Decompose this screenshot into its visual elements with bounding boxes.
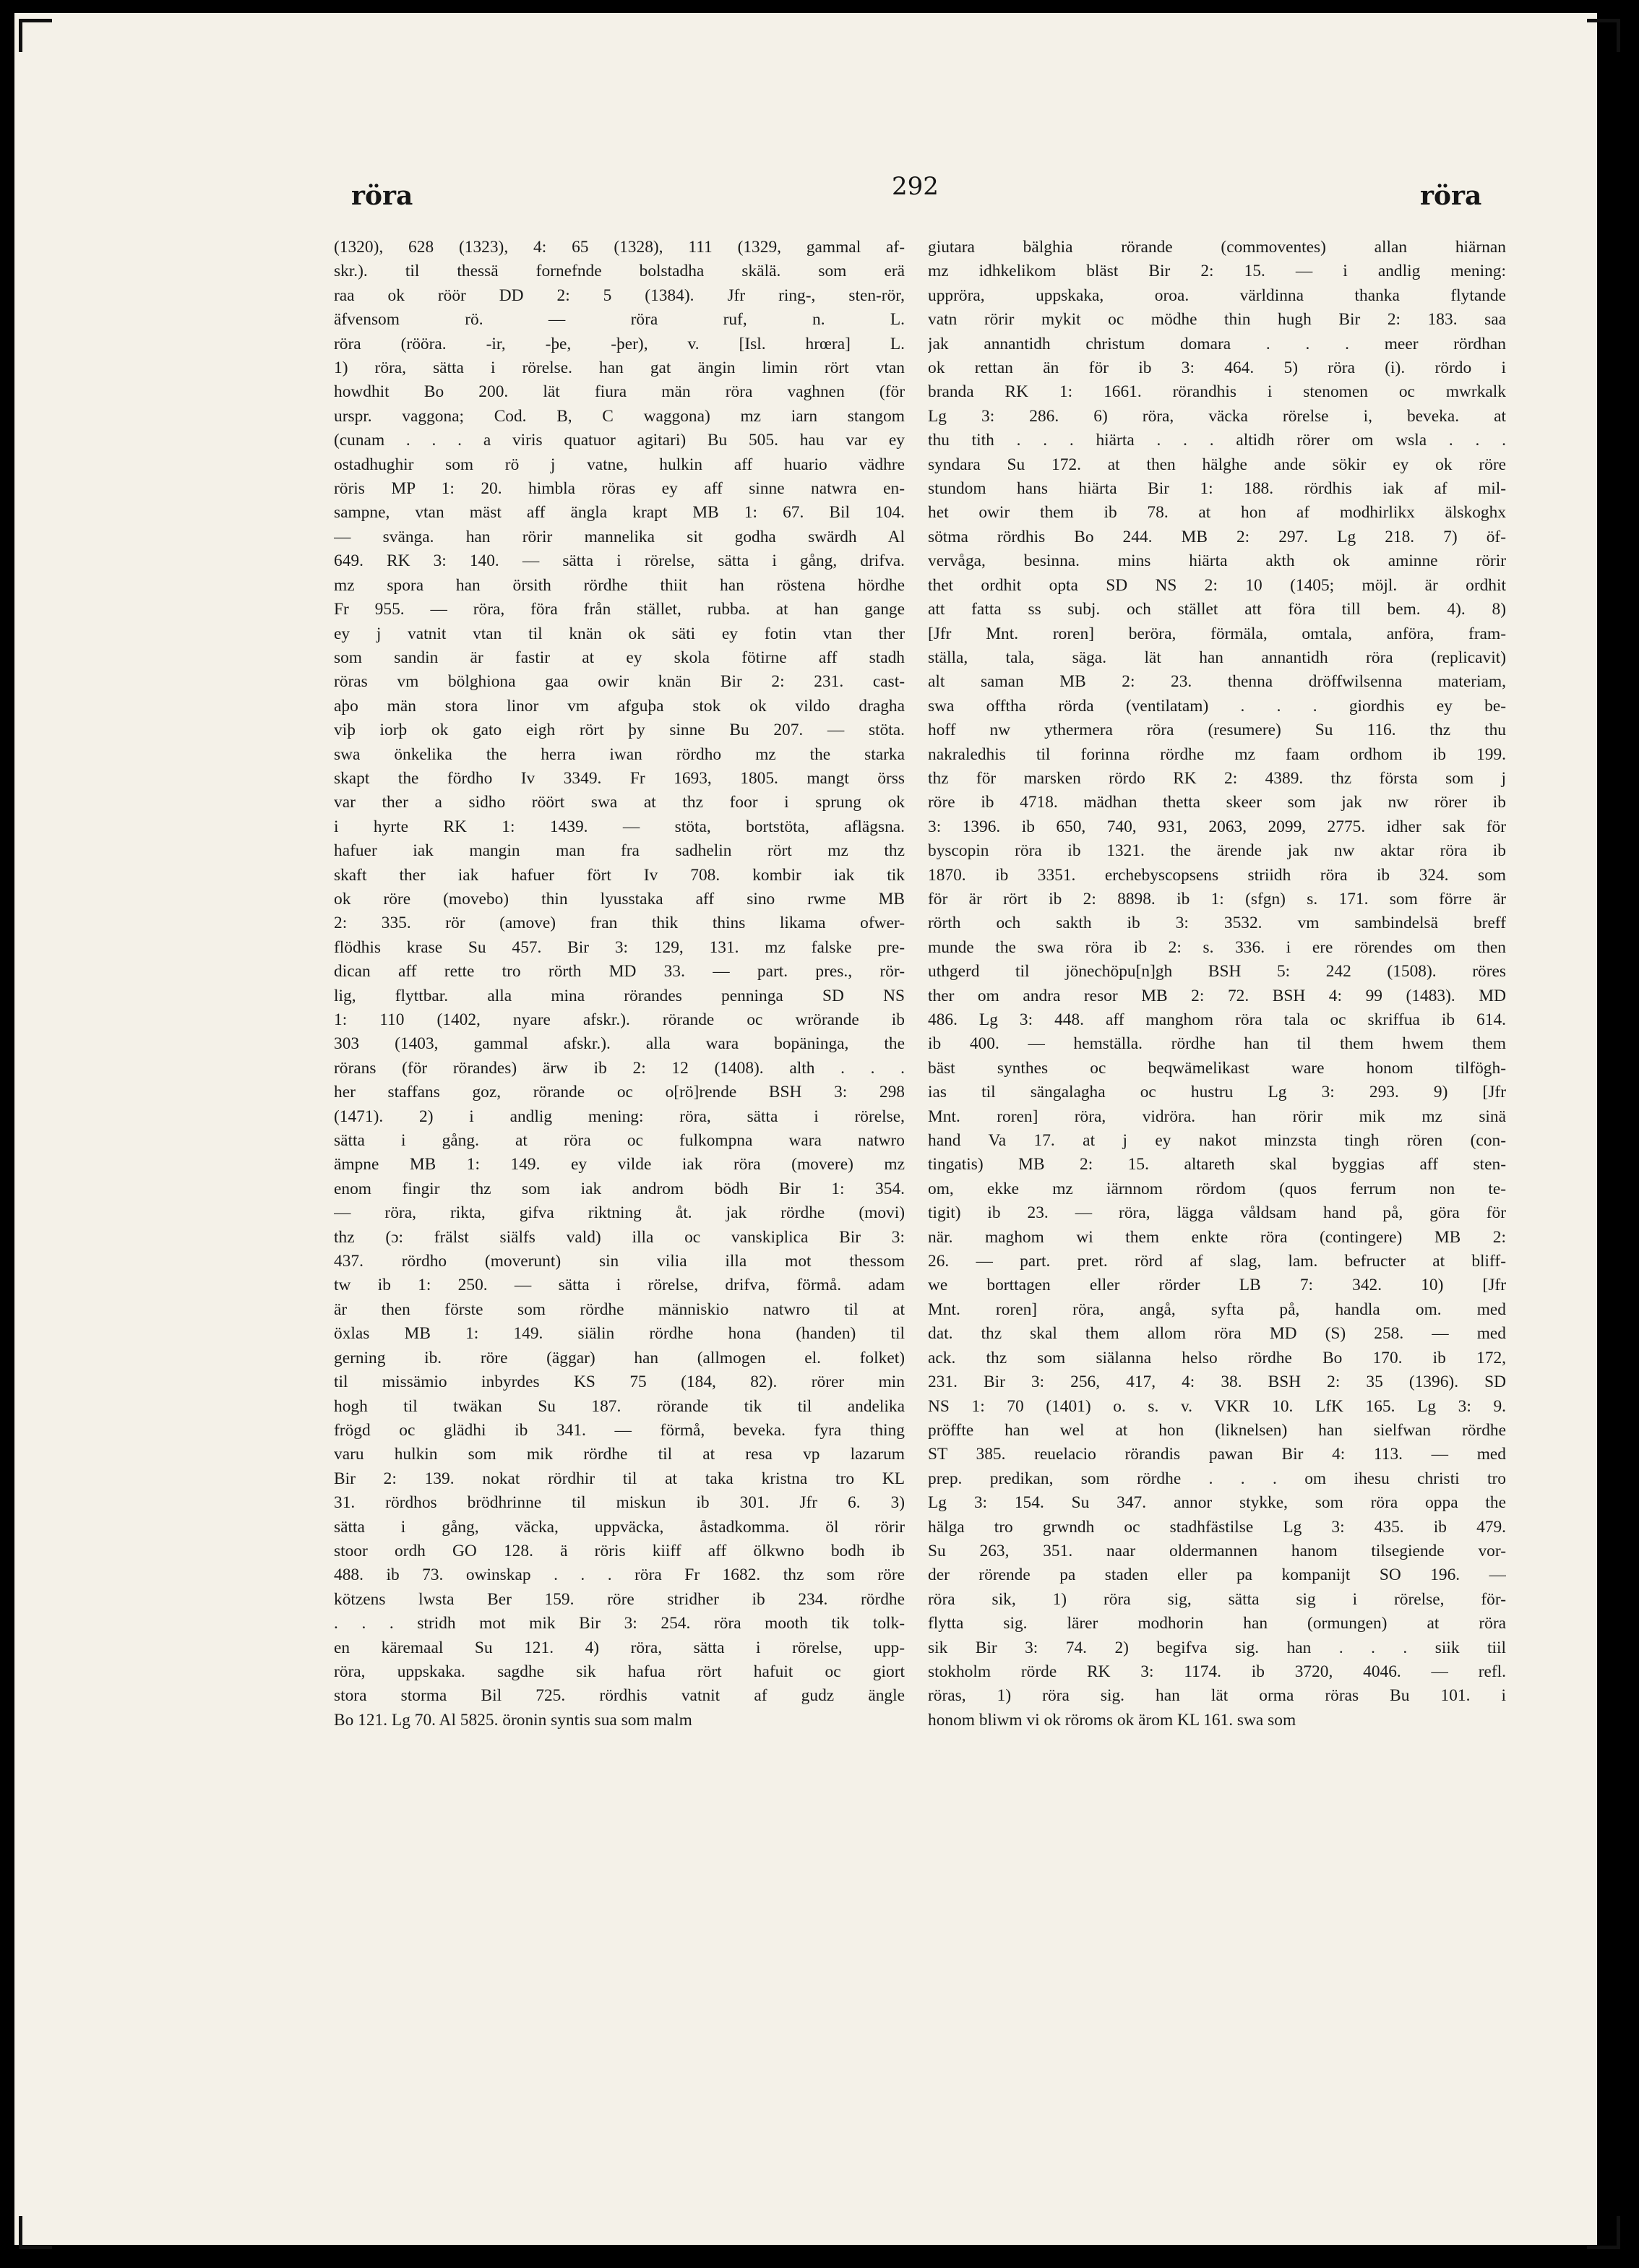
right-column-line: munde the swa röra ib 2: s. 336. i ere rörendes om then xyxy=(928,937,1506,957)
right-text-column xyxy=(928,236,1506,2187)
right-column-line: thet ordhit opta SD NS 2: 10 (1405; möjl. är ordhit xyxy=(928,575,1506,595)
right-column-line: hälga tro grwndh oc stadhfästilse Lg 3: 435. ib 479. xyxy=(928,1517,1506,1537)
left-column-line: — svänga. han rörir mannelika sit godha swärdh Al xyxy=(334,527,905,546)
crop-mark-bottom-right-h xyxy=(1587,2246,1620,2249)
right-column-line: ack. thz som siälanna helso rördhe Bo 170. ib 172, xyxy=(928,1348,1506,1367)
right-column-line: swa offtha rörda (ventilatam) . . . giordhis ey be- xyxy=(928,696,1506,716)
left-column-line: är then förste som rördhe människio natwro til at xyxy=(334,1300,905,1319)
left-column-line: tw ib 1: 250. — sätta i rörelse, drifva, förmå. adam xyxy=(334,1276,905,1295)
right-column-line: alt saman MB 2: 23. thenna dröffwilsenna materiam, xyxy=(928,672,1506,692)
crop-mark-top-right-h xyxy=(1587,19,1620,22)
right-column-line: ib 400. — hemställa. rördhe han til them hwem them xyxy=(928,1034,1506,1054)
left-column-line: dican aff rette tro rörth MD 33. — part. pres., rör- xyxy=(334,962,905,981)
right-column-line: thz för marsken rördo RK 2: 4389. thz första som j xyxy=(928,768,1506,788)
right-column-line: het owir them ib 78. at hon af modhirlikx älskoghx xyxy=(928,503,1506,523)
left-column-line: Bo 121. Lg 70. Al 5825. öronin syntis sua som malm xyxy=(334,1710,692,1730)
left-column-line: viþ iorþ ok gato eigh rört þy sinne Bu 207. — stöta. xyxy=(334,721,905,740)
left-column-line: sätta i gång. at röra oc fulkompna wara natwro xyxy=(334,1131,905,1151)
right-column-line: om, ekke mz iärnnom rördom (quos ferrum non te- xyxy=(928,1179,1506,1198)
left-column-line: ok röre (movebo) thin lyusstaka aff sino rwme MB xyxy=(334,889,905,909)
right-column-line: ias til sängalagha oc hustru Lg 3: 293. 9) [Jfr xyxy=(928,1083,1506,1102)
left-column-line: skaft ther iak hafuer fört Iv 708. kombir iak tik xyxy=(334,865,905,885)
right-column-line: flytta sig. lärer modhorin han (ormungen) at röra xyxy=(928,1614,1506,1633)
right-column-line: ställa, tala, säga. lät han annantidh röra (replicavit) xyxy=(928,648,1506,667)
right-column-line: Su 263, 351. naar oldermannen hanom tilsegiende vor- xyxy=(928,1541,1506,1560)
crop-mark-top-right-v xyxy=(1617,19,1620,52)
left-column-line: gerning ib. röre (äggar) han (allmogen el. folket) xyxy=(334,1348,905,1367)
left-column-line: howdhit Bo 200. lät fiura män röra vaghnen (för xyxy=(334,382,905,402)
right-column-line: 26. — part. pret. rörd af slag, lam. befructer at bliff- xyxy=(928,1252,1506,1271)
right-column-line: jak annantidh christum domara . . . meer rördhan xyxy=(928,334,1506,353)
left-column-line: . . . stridh mot mik Bir 3: 254. röra mooth tik tolk- xyxy=(334,1614,905,1633)
right-column-line: för är rört ib 2: 8898. ib 1: (sfgn) s. 171. som förre är xyxy=(928,889,1506,909)
left-column-line: äfvensom rö. — röra ruf, n. L. xyxy=(334,310,905,330)
right-column-line: Mnt. roren] röra, vidröra. han rörir mik mz sinä xyxy=(928,1107,1506,1126)
right-column-line: Lg 3: 286. 6) röra, väcka rörelse i, beveka. at xyxy=(928,406,1506,426)
left-column-line: 31. rördhos brödhrinne til miskun ib 301. Jfr 6. 3) xyxy=(334,1493,905,1513)
right-column-line: stokholm rörde RK 3: 1174. ib 3720, 4046. — refl. xyxy=(928,1662,1506,1681)
left-column-line: i hyrte RK 1: 1439. — stöta, bortstöta, aflägsna. xyxy=(334,817,905,836)
left-column-line: som sandin är fastir at ey skola fötirne aff stadh xyxy=(334,648,905,667)
right-column-line: sötma rördhis Bo 244. MB 2: 297. Lg 218. 7) öf- xyxy=(928,527,1506,546)
crop-mark-top-left-h xyxy=(19,19,52,22)
left-column-line: 437. rördho (moverunt) sin vilia illa mot thessom xyxy=(334,1252,905,1271)
running-head-right: röra xyxy=(1420,181,1482,211)
right-column-line: uthgerd til jönechöpu[n]gh BSH 5: 242 (1508). röres xyxy=(928,962,1506,981)
right-column-line: sik Bir 3: 74. 2) begifva sig. han . . . siik tiil xyxy=(928,1638,1506,1657)
left-column-line: röras vm bölghiona gaa owir knän Bir 2: 231. cast- xyxy=(334,672,905,692)
left-column-line: röris MP 1: 20. himbla röras ey aff sinne natwra en- xyxy=(334,479,905,499)
right-column-line: 3: 1396. ib 650, 740, 931, 2063, 2099, 2775. idher sak för xyxy=(928,817,1506,836)
right-column-line: giutara bälghia rörande (commoventes) allan hiärnan xyxy=(928,238,1506,257)
left-column-line: en käremaal Su 121. 4) röra, sätta i rörelse, upp- xyxy=(334,1638,905,1657)
left-column-line: her staffans goz, rörande oc o[rö]rende BSH 3: 298 xyxy=(334,1083,905,1102)
left-column-line: frögd oc glädhi ib 341. — förmå, beveka. fyra thing xyxy=(334,1420,905,1440)
left-column-line: skapt the fördho Iv 3349. Fr 1693, 1805. mangt örss xyxy=(334,768,905,788)
right-column-line: ok rettan än för ib 3: 464. 5) röra (i). rördo i xyxy=(928,358,1506,378)
right-column-line: NS 1: 70 (1401) o. s. v. VKR 10. LfK 165. Lg 3: 9. xyxy=(928,1396,1506,1416)
left-column-line: Fr 955. — röra, föra från stället, rubba. at han gange xyxy=(334,600,905,619)
left-column-line: ostadhughir som rö j vatne, hulkin aff huario vädhre xyxy=(334,455,905,474)
left-column-line: 303 (1403, gammal afskr.). alla wara bopäninga, the xyxy=(334,1034,905,1054)
left-column-line: swa önkelika the herra iwan rördho mz the starka xyxy=(334,744,905,764)
right-column-line: byscopin röra ib 1321. the ärende jak nw aktar röra ib xyxy=(928,841,1506,861)
right-column-line: vatn rörir mykit oc mödhe thin hugh Bir 2: 183. saa xyxy=(928,310,1506,330)
page-number: 292 xyxy=(892,172,939,201)
right-column-line: uppröra, uppskaka, oroa. världinna thanka flytande xyxy=(928,285,1506,305)
right-column-line: tingatis) MB 2: 15. altareth skal byggias aff sten- xyxy=(928,1155,1506,1174)
left-column-line: ämpne MB 1: 149. ey vilde iak röra (movere) mz xyxy=(334,1155,905,1174)
crop-mark-bottom-left-h xyxy=(19,2246,52,2249)
right-column-line: branda RK 1: 1661. rörandhis i stenomen oc mwrkalk xyxy=(928,382,1506,402)
left-column-line: enom fingir thz som iak androm bödh Bir 1: 354. xyxy=(334,1179,905,1198)
right-column-line: ther om andra resor MB 2: 72. BSH 4: 99 (1483). MD xyxy=(928,986,1506,1005)
right-column-line: 231. Bir 3: 256, 417, 4: 38. BSH 2: 35 (1396). SD xyxy=(928,1373,1506,1392)
right-column-line: 486. Lg 3: 448. aff manghom röra tala oc skriffua ib 614. xyxy=(928,1010,1506,1029)
right-column-line: pröffte han wel at hon (liknelsen) han sielfwan rördhe xyxy=(928,1420,1506,1440)
right-column-line: honom bliwm vi ok röroms ok ärom KL 161. swa som xyxy=(928,1710,1296,1730)
crop-mark-top-left-v xyxy=(19,19,22,52)
left-column-line: 1: 110 (1402, nyare afskr.). rörande oc wrörande ib xyxy=(334,1010,905,1029)
right-column-line: rörth och sakth ib 3: 3532. vm sambindelsä breff xyxy=(928,914,1506,933)
right-column-line: hand Va 17. at j ey nakot minzsta tingh rören (con- xyxy=(928,1131,1506,1151)
right-column-line: dat. thz skal them allom röra MD (S) 258. — med xyxy=(928,1324,1506,1344)
left-column-line: stoor ordh GO 128. ä röris kiiff aff ölkwno bodh ib xyxy=(334,1541,905,1560)
right-column-line: Lg 3: 154. Su 347. annor stykke, som röra oppa the xyxy=(928,1493,1506,1513)
right-column-line: tigit) ib 23. — röra, lägga våldsam hand på, göra för xyxy=(928,1203,1506,1223)
right-column-line: när. maghom wi them enkte röra (contingere) MB 2: xyxy=(928,1227,1506,1247)
left-column-line: Bir 2: 139. nokat rördhir til at taka kristna tro KL xyxy=(334,1469,905,1488)
right-column-line: stundom hans hiärta Bir 1: 188. rördhis iak af mil- xyxy=(928,479,1506,499)
right-column-line: hoff nw ythermera röra (resumere) Su 116. thz thu xyxy=(928,721,1506,740)
left-column-line: stora storma Bil 725. rördhis vatnit af gudz ängle xyxy=(334,1686,905,1706)
left-column-line: (1320), 628 (1323), 4: 65 (1328), 111 (1329, gammal af- xyxy=(334,238,905,257)
left-column-line: til missämio inbyrdes KS 75 (184, 82). rörer min xyxy=(334,1373,905,1392)
left-column-line: hogh til twäkan Su 187. rörande tik til andelika xyxy=(334,1396,905,1416)
left-text-column xyxy=(334,236,905,2187)
left-column-line: rörans (för rörandes) ärw ib 2: 12 (1408). alth . . . xyxy=(334,1058,905,1078)
left-column-line: urspr. vaggona; Cod. B, C waggona) mz iarn stangom xyxy=(334,406,905,426)
left-column-line: 2: 335. rör (amove) fran thik thins likama ofwer- xyxy=(334,914,905,933)
left-column-line: 1) röra, sätta i rörelse. han gat ängin limin rört vtan xyxy=(334,358,905,378)
left-column-line: raa ok röör DD 2: 5 (1384). Jfr ring-, sten-rör, xyxy=(334,285,905,305)
right-column-line: bäst synthes oc beqwämelikast ware honom tilfögh- xyxy=(928,1058,1506,1078)
left-column-line: kötzens lwsta Ber 159. röre stridher ib 234. rördhe xyxy=(334,1589,905,1609)
crop-mark-bottom-left-v xyxy=(19,2216,22,2249)
left-column-line: 488. ib 73. owinskap . . . röra Fr 1682. thz som röre xyxy=(334,1565,905,1585)
left-column-line: öxlas MB 1: 149. siälin rördhe hona (handen) til xyxy=(334,1324,905,1344)
right-column-line: 1870. ib 3351. erchebyscopsens striidh röra ib 324. som xyxy=(928,865,1506,885)
left-column-line: thz (ɔ: frälst siälfs vald) illa oc vanskiplica Bir 3: xyxy=(334,1227,905,1247)
right-column-line: prep. predikan, som rördhe . . . om ihesu christi tro xyxy=(928,1469,1506,1488)
right-column-line: syndara Su 172. at then hälghe ande sökir ey ok röre xyxy=(928,455,1506,474)
left-column-line: (cunam . . . a viris quatuor agitari) Bu 505. hau var ey xyxy=(334,431,905,450)
right-column-line: röra sik, 1) röra sig, sätta sig i rörelse, för- xyxy=(928,1589,1506,1609)
left-column-line: lig, flyttbar. alla mina rörandes penninga SD NS xyxy=(334,986,905,1005)
left-column-line: hafuer iak mangin man fra sadhelin rört mz thz xyxy=(334,841,905,861)
right-column-line: thu tith . . . hiärta . . . altidh rörer om wsla . . . xyxy=(928,431,1506,450)
left-column-line: röra, uppskaka. sagdhe sik hafua rört hafuit oc giort xyxy=(334,1662,905,1681)
left-column-line: — röra, rikta, gifva riktning åt. jak rördhe (movi) xyxy=(334,1203,905,1223)
left-column-line: skr.). til thessä fornefnde bolstadha skälä. som erä xyxy=(334,262,905,281)
left-column-line: sätta i gång, väcka, uppväcka, åstadkomma. öl rörir xyxy=(334,1517,905,1537)
left-column-line: mz spora han örsith rördhe thiit han röstena hördhe xyxy=(334,575,905,595)
left-column-line: (1471). 2) i andlig mening: röra, sätta i rörelse, xyxy=(334,1107,905,1126)
right-column-line: der rörende pa staden eller pa kompanijt SO 196. — xyxy=(928,1565,1506,1585)
right-column-line: [Jfr Mnt. roren] beröra, förmäla, omtala, anföra, fram- xyxy=(928,624,1506,643)
right-column-line: mz idhkelikom bläst Bir 2: 15. — i andlig mening: xyxy=(928,262,1506,281)
right-column-line: vervåga, besinna. mins hiärta akth ok aminne rörir xyxy=(928,551,1506,571)
left-column-line: röra (rööra. -ir, -þe, -þer), v. [Isl. hrœra] L. xyxy=(334,334,905,353)
left-column-line: aþo män stora linor vm afguþa stok ok vildo dragha xyxy=(334,696,905,716)
crop-mark-bottom-right-v xyxy=(1617,2216,1620,2249)
right-column-line: nakraledhis til forinna rördhe mz faam ordhom ib 199. xyxy=(928,744,1506,764)
right-column-line: Mnt. roren] röra, angå, syfta på, handla om. med xyxy=(928,1300,1506,1319)
left-column-line: varu hulkin som mik rördhe til at resa vp lazarum xyxy=(334,1445,905,1464)
left-column-line: ey j vatnit vtan til knän ok säti ey fotin vtan ther xyxy=(334,624,905,643)
right-column-line: röre ib 4718. mädhan thetta skeer som jak nw rörer ib xyxy=(928,793,1506,812)
left-column-line: 649. RK 3: 140. — sätta i rörelse, sätta i gång, drifva. xyxy=(334,551,905,571)
right-column-line: ST 385. reuelacio rörandis pawan Bir 4: 113. — med xyxy=(928,1445,1506,1464)
running-head-left: röra xyxy=(351,181,413,211)
right-column-line: röras, 1) röra sig. han lät orma röras Bu 101. i xyxy=(928,1686,1506,1706)
left-column-line: flödhis krase Su 457. Bir 3: 129, 131. mz falske pre- xyxy=(334,937,905,957)
left-column-line: var ther a sidho röört swa at thz foor i sprung ok xyxy=(334,793,905,812)
right-column-line: we borttagen eller rörder LB 7: 342. 10) [Jfr xyxy=(928,1276,1506,1295)
right-column-line: att fatta ss subj. och stället att föra till bem. 4). 8) xyxy=(928,600,1506,619)
left-column-line: sampne, vtan mäst aff ängla krapt MB 1: 67. Bil 104. xyxy=(334,503,905,523)
